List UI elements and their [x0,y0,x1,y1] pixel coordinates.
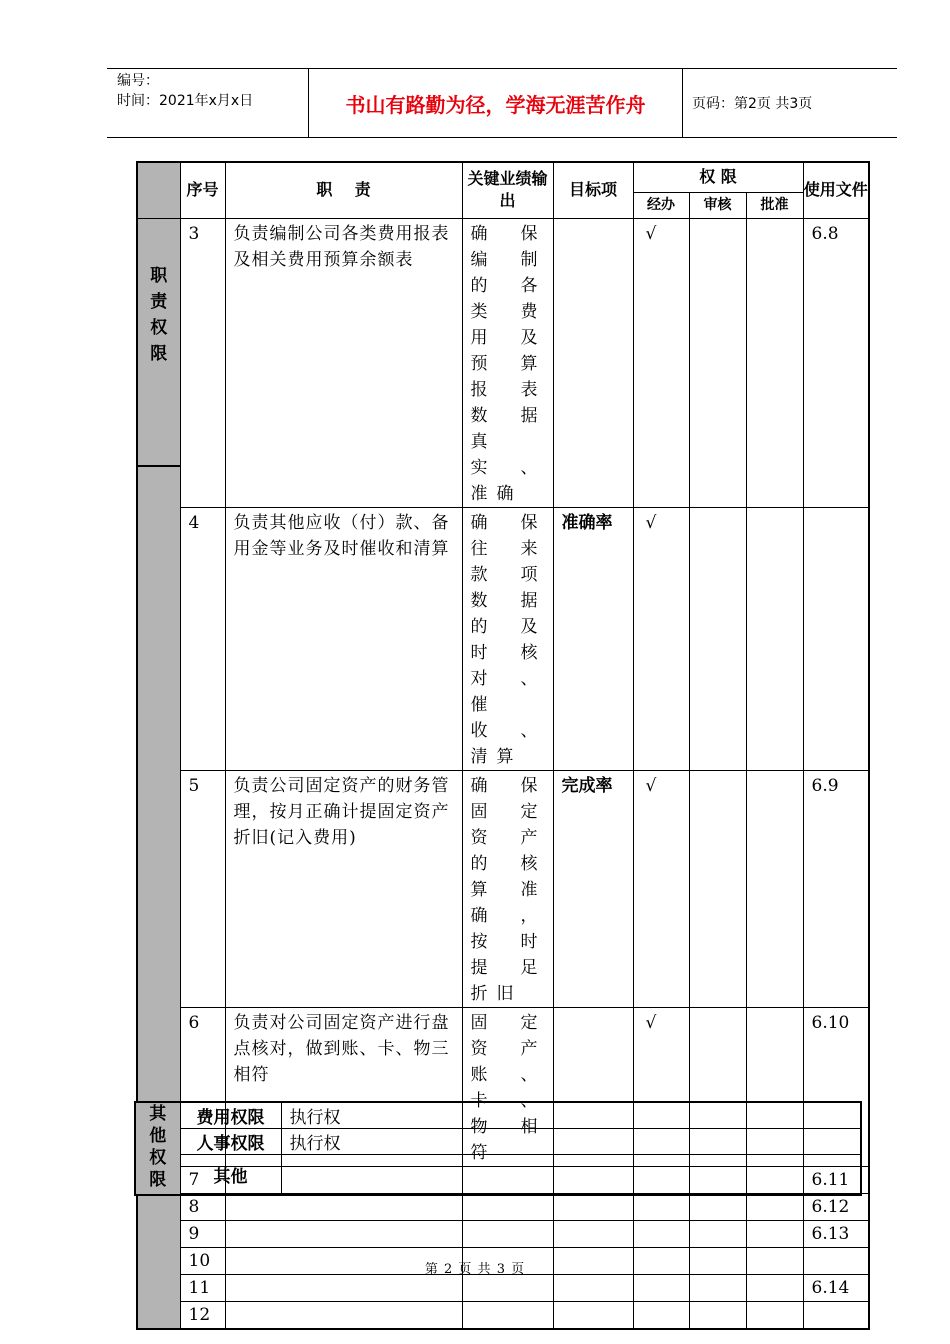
row-seq: 9 [180,1220,225,1247]
row-review [689,218,746,507]
row-seq: 12 [180,1301,225,1329]
other-permissions-table [134,1101,862,1196]
other-label: 费用权限 [180,1102,281,1129]
row-key-output [462,1220,553,1247]
row-duty [225,1193,462,1220]
row-seq: 11 [180,1274,225,1301]
row-seq: 10 [180,1247,225,1274]
row-approve [746,1274,803,1301]
row-approve [746,770,803,1007]
row-target: 完成率 [553,770,633,1007]
header-authority: 权 限 [633,162,803,192]
table-row [137,218,869,507]
row-review [689,1274,746,1301]
header-seq: 序号 [180,162,225,218]
row-file: 6.12 [803,1193,869,1220]
row-approve [746,1220,803,1247]
row-key-output: 确保编制的各类费用及预算报表数据真实、准确 [462,218,553,507]
other-value: 执行权 [281,1129,861,1155]
row-handle: √ [633,507,689,770]
row-target [553,1193,633,1220]
row-seq: 4 [180,507,225,770]
row-seq: 7 [180,1166,225,1193]
table-row [137,1274,869,1301]
corner-cell [137,162,180,218]
row-file: 6.11 [803,1166,869,1193]
side-label: 职责权限 [150,265,168,364]
row-handle [633,1220,689,1247]
row-key-output: 固定资产账、卡、物相符 [462,1007,553,1166]
row-approve [746,507,803,770]
row-target [553,1220,633,1247]
other-label: 其他 [180,1155,281,1195]
header-page-info: 页码：第2页 共3页 [692,96,813,112]
row-review [689,1220,746,1247]
row-key-output [462,1301,553,1329]
row-target [553,1274,633,1301]
header-duty: 职 责 [225,162,462,218]
row-review [689,770,746,1007]
header-motto: 书山有路勤为径，学海无涯苦作舟 [345,92,646,117]
document-header [107,68,897,138]
header-approve: 批准 [746,192,803,218]
header-file: 使用文件 [803,162,869,218]
table-row [137,770,869,1007]
row-seq: 6 [180,1007,225,1166]
row-review [689,1301,746,1329]
table-row [135,1129,861,1155]
header-handle: 经办 [633,192,689,218]
row-review [689,507,746,770]
row-file: 6.10 [803,1007,869,1166]
other-side-label-text: 其他权限 [149,1104,167,1190]
header-key-output: 关键业绩输出 [462,162,553,218]
document-number: 编号： [117,73,159,89]
row-file: 6.8 [803,218,869,507]
table-row [135,1155,861,1195]
table-row [137,1220,869,1247]
row-handle: √ [633,770,689,1007]
row-file: 6.14 [803,1274,869,1301]
table-row [137,1301,869,1329]
row-file: 6.9 [803,770,869,1007]
row-approve [746,218,803,507]
other-value [281,1155,861,1195]
row-approve [746,1301,803,1329]
row-handle [633,1301,689,1329]
row-handle [633,1274,689,1301]
header-target: 目标项 [553,162,633,218]
row-duty [225,1301,462,1329]
row-file [803,1301,869,1329]
document-time: 时间：2021年x月x日 [117,93,254,109]
row-duty: 负责公司固定资产的财务管理，按月正确计提固定资产折旧(记入费用) [225,770,462,1007]
row-file [803,507,869,770]
row-duty: 负责编制公司各类费用报表及相关费用预算余额表 [225,218,462,507]
other-label: 人事权限 [180,1129,281,1155]
row-duty [225,1220,462,1247]
page-footer: 第 2 页 共 3 页 [424,1262,526,1277]
row-target [553,218,633,507]
row-key-output: 确保往来款项数据的及时核对、催收、清算 [462,507,553,770]
header-review: 审核 [689,192,746,218]
row-target: 准确率 [553,507,633,770]
other-value: 执行权 [281,1102,861,1129]
side-divider [138,465,180,467]
row-key-output [462,1274,553,1301]
table-row [137,507,869,770]
row-key-output: 确保固定资产的核算准确，按时提足折旧 [462,770,553,1007]
row-target [553,1301,633,1329]
table-row [135,1102,861,1129]
row-handle: √ [633,218,689,507]
row-duty: 负责对公司固定资产进行盘点核对，做到账、卡、物三相符 [225,1007,462,1166]
row-approve [746,1193,803,1220]
row-handle: √ [633,1007,689,1166]
table-row [137,1193,869,1220]
row-handle [633,1193,689,1220]
row-key-output [462,1193,553,1220]
row-duty [225,1274,462,1301]
row-review [689,1193,746,1220]
header-meta [117,71,253,111]
row-seq: 5 [180,770,225,1007]
row-duty: 负责其他应收（付）款、备用金等业务及时催收和清算 [225,507,462,770]
row-seq: 8 [180,1193,225,1220]
row-file: 6.13 [803,1220,869,1247]
header-divider [682,69,683,137]
row-seq: 3 [180,218,225,507]
other-side-label [135,1102,180,1195]
